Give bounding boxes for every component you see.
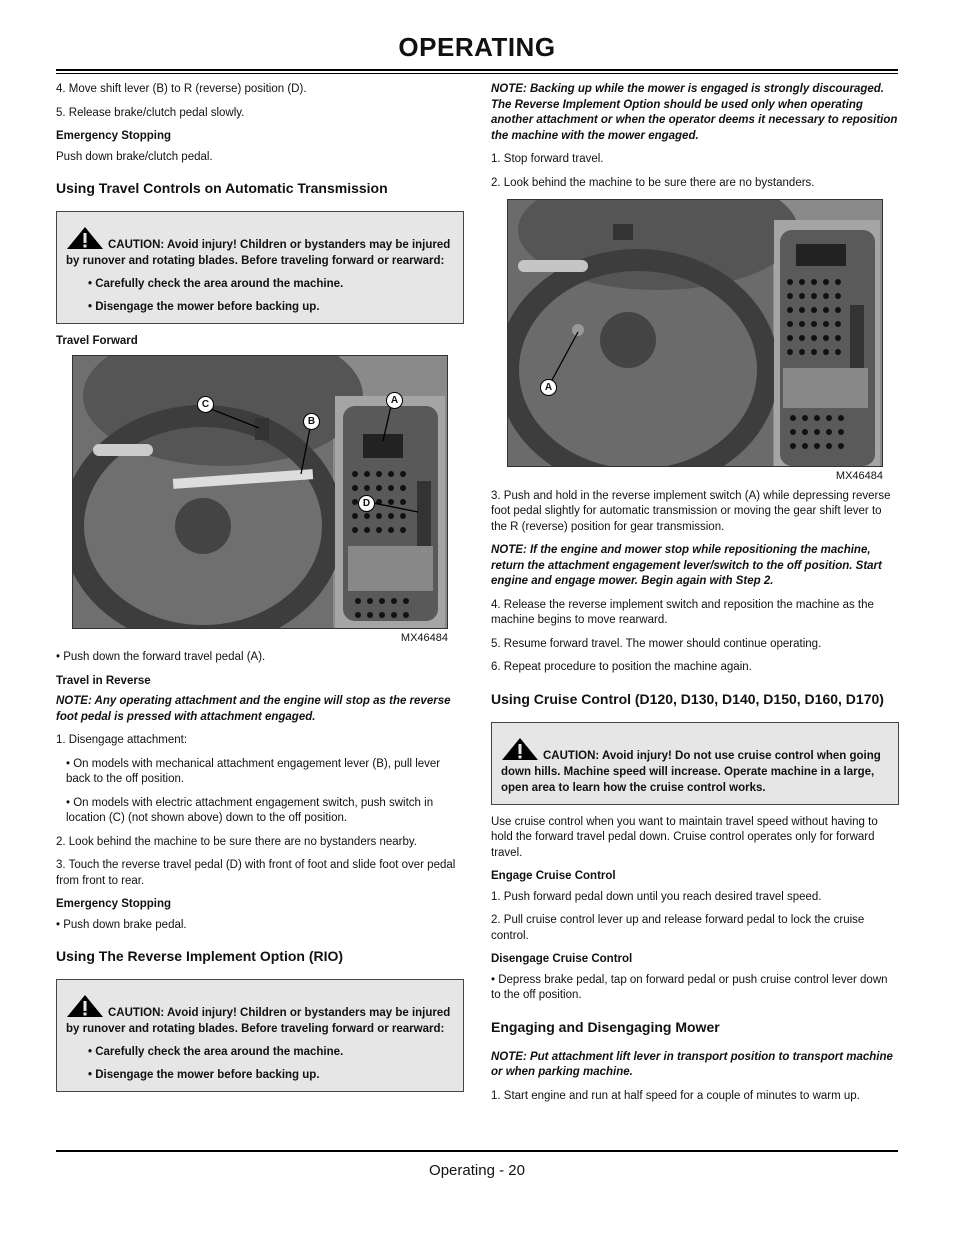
mower-heading: Engaging and Disengaging Mower <box>491 1018 720 1035</box>
caution-item: • Carefully check the area around the machine. <box>88 1046 344 1058</box>
disengage-cruise-heading: Disengage Cruise Control <box>491 953 633 965</box>
caution-box-3 <box>491 722 899 805</box>
step-5: 5. Release brake/clutch pedal slowly. <box>56 106 245 119</box>
figure-code: MX46484 <box>835 470 883 482</box>
page-title: OPERATING <box>398 32 556 62</box>
photo-rio-switch <box>507 199 883 467</box>
emergency-stopping-text: Push down brake/clutch pedal. <box>56 150 213 163</box>
warning-triangle-icon <box>66 226 104 250</box>
rio-note: NOTE: Backing up while the mower is engaged is strongly discouraged. The Reverse Implement Option should be used only when operating another attachment or when the operator deems it necessary to reposition the machine with the mower engaged. <box>491 83 898 142</box>
step-4: 4. Move shift lever (B) to R (reverse) position (D). <box>56 83 307 95</box>
figure-rio-switch <box>507 199 883 485</box>
disengage-text: • Depress brake pedal, tap on forward pedal or push cruise control lever down to the off position. <box>491 973 888 1001</box>
caution-text-1: CAUTION: Avoid injury! Children or bystanders may be injured by runover and rotating blades. Before traveling forward or rearward: <box>66 226 455 269</box>
rio-step-3: 3. Push and hold in the reverse implement switch (A) while depressing reverse foot pedal slightly for automatic transmission or moving the gear shift lever to the R (reverse) position for gear transmission. <box>491 489 891 533</box>
travel-forward-heading: Travel Forward <box>56 335 138 347</box>
callout-a: A <box>386 392 403 409</box>
engage-step-2: 2. Pull cruise control lever up and release forward pedal to lock the cruise control. <box>491 914 865 942</box>
left-column <box>56 82 464 1102</box>
rio-step-6: 6. Repeat procedure to position the machine again. <box>491 661 752 673</box>
callout-b: B <box>303 413 320 430</box>
mower-note: NOTE: Put attachment lift lever in transport position to transport machine or when parking machine. <box>491 1050 893 1078</box>
emergency-stopping-heading: Emergency Stopping <box>56 130 172 142</box>
rio-note-2: NOTE: If the engine and mower stop while repositioning the machine, return the attachment engagement lever/switch to the off position. Start engine and engage mower. Begin again with Step 2. <box>491 544 882 587</box>
photo-steering-pedals <box>72 355 448 629</box>
caution-text-2: CAUTION: Avoid injury! Children or bystanders may be injured by runover and rotating blades. Before traveling forward or rearward: <box>66 994 455 1037</box>
cruise-intro: Use cruise control when you want to maintain travel speed without having to hold the forward travel pedal down. Cruise control operates only for forward travel. <box>491 815 878 859</box>
callout-a: A <box>540 379 557 396</box>
rio-heading: Using The Reverse Implement Option (RIO) <box>56 948 344 964</box>
header-rule <box>56 69 898 71</box>
caution-item: • Disengage the mower before backing up. <box>88 301 320 313</box>
emergency-stopping-text-2: • Push down brake pedal. <box>56 918 187 931</box>
figure-travel-forward <box>72 355 448 647</box>
forward-bullet: • Push down the forward travel pedal (A). <box>56 651 266 663</box>
travel-controls-heading: Using Travel Controls on Automatic Transmission <box>56 180 388 196</box>
cruise-control-heading: Using Cruise Control (D120, D130, D140, D150, D160, D170) <box>491 690 884 707</box>
reverse-step-1b: • On models with electric attachment engagement switch, push switch in location (C) (not shown above) down to the off position. <box>66 796 434 824</box>
rio-illustration <box>508 200 882 466</box>
callout-d: D <box>358 495 375 512</box>
right-column <box>491 82 899 1112</box>
caution-text-3: CAUTION: Avoid injury! Do not use cruise control when going down hills. Machine speed will increase. Operate machine in a large, open area to learn how the cruise control works. <box>501 737 890 796</box>
warning-triangle-icon <box>501 737 539 761</box>
caution-item: • Disengage the mower before backing up. <box>88 1069 320 1081</box>
travel-reverse-heading: Travel in Reverse <box>56 674 151 687</box>
page-number: Operating - 20 <box>429 1162 525 1179</box>
engage-cruise-heading: Engage Cruise Control <box>491 870 616 882</box>
rio-step-2: 2. Look behind the machine to be sure there are no bystanders. <box>491 176 815 189</box>
reverse-step-1: 1. Disengage attachment: <box>56 734 188 746</box>
warning-triangle-icon <box>66 994 104 1018</box>
rio-step-1: 1. Stop forward travel. <box>491 153 604 165</box>
caution-box-2 <box>56 979 464 1092</box>
emergency-stopping-heading-2: Emergency Stopping <box>56 898 172 910</box>
reverse-step-2: 2. Look behind the machine to be sure there are no bystanders nearby. <box>56 835 417 848</box>
caution-item: • Carefully check the area around the machine. <box>88 278 344 290</box>
engage-step-1: 1. Push forward pedal down until you reach desired travel speed. <box>491 890 822 903</box>
callout-c: C <box>197 396 214 413</box>
caution-box-1 <box>56 211 464 324</box>
reverse-step-1a: • On models with mechanical attachment engagement lever (B), pull lever back to the off position. <box>66 757 441 785</box>
rio-step-5: 5. Resume forward travel. The mower should continue operating. <box>491 637 822 650</box>
reverse-note: NOTE: Any operating attachment and the engine will stop as the reverse foot pedal is pressed with attachment engaged. <box>56 695 451 723</box>
mower-step-1: 1. Start engine and run at half speed for a couple of minutes to warm up. <box>491 1089 860 1102</box>
figure-code: MX46484 <box>400 631 448 644</box>
footer-rule <box>56 1150 898 1152</box>
reverse-step-3: 3. Touch the reverse travel pedal (D) with front of foot and slide foot over pedal from front to rear. <box>56 859 456 887</box>
header-rule-thin <box>56 73 898 74</box>
rio-step-4: 4. Release the reverse implement switch and reposition the machine as the machine begins to move rearward. <box>491 598 874 626</box>
